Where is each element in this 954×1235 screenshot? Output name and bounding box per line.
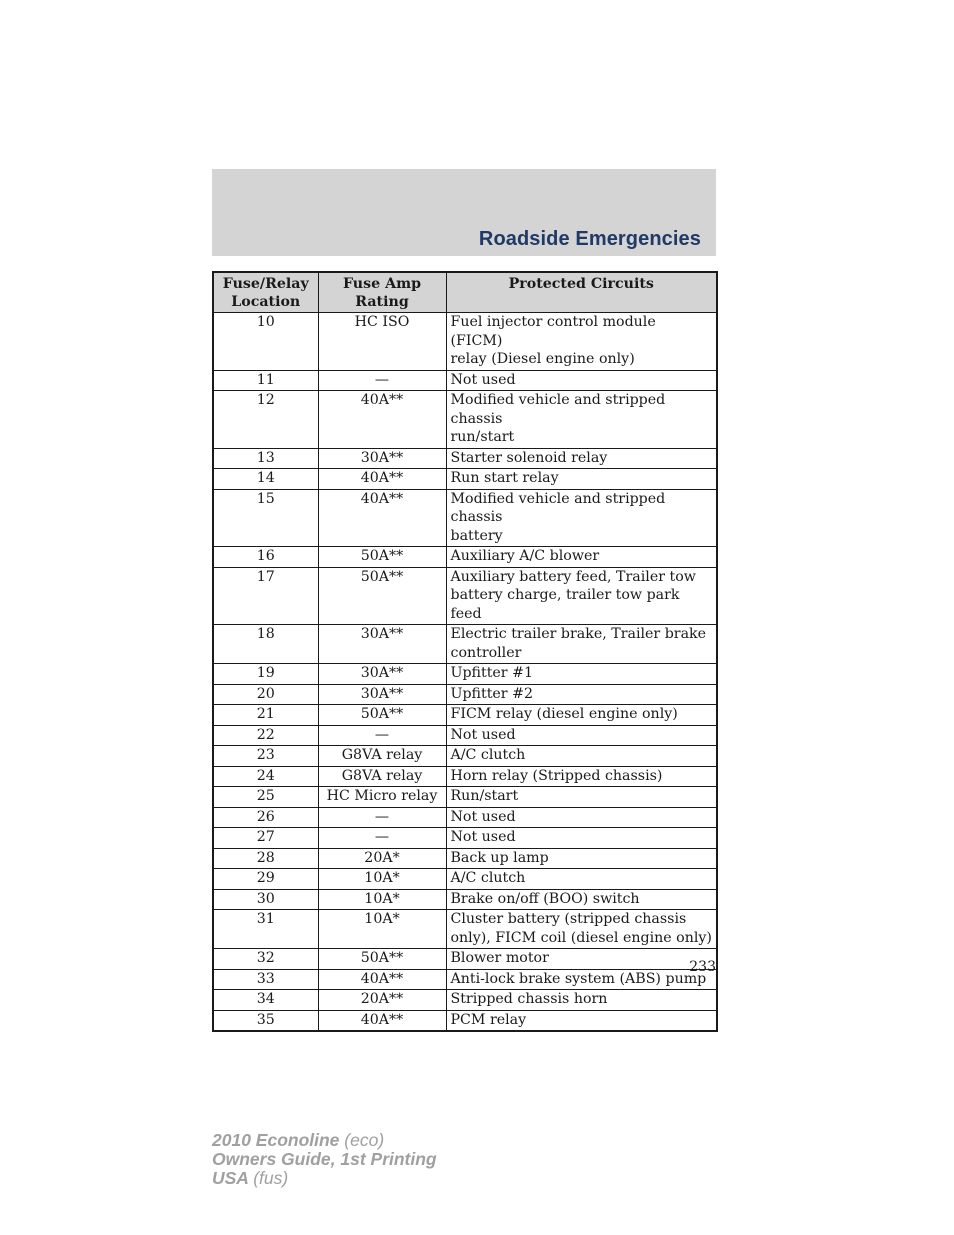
cell-circuits — [446, 567, 717, 625]
table-row — [213, 766, 717, 787]
circuit-line: only), FICM coil (diesel engine only) — [450, 929, 712, 946]
cell-location: 13 — [213, 448, 318, 469]
cell-rating: G8VA relay — [318, 746, 446, 767]
header-rating: Fuse Amp Rating — [318, 272, 446, 313]
cell-circuits — [446, 766, 717, 787]
table-row — [213, 664, 717, 685]
table-row — [213, 990, 717, 1011]
table-row — [213, 489, 717, 547]
table-row — [213, 725, 717, 746]
cell-circuits — [446, 370, 717, 391]
cell-circuits — [446, 391, 717, 449]
cell-rating: 30A** — [318, 664, 446, 685]
circuit-line: Starter solenoid relay — [450, 449, 608, 466]
circuit-line: A/C clutch — [450, 747, 526, 763]
circuit-line: Electric trailer brake, Trailer brake — [450, 626, 707, 642]
header-circuits: Protected Circuits — [446, 272, 717, 313]
cell-rating: 10A* — [318, 869, 446, 890]
table-row — [213, 625, 717, 664]
cell-circuits — [446, 848, 717, 869]
circuit-line: Stripped chassis horn — [450, 991, 608, 1007]
circuit-line: Not used — [450, 808, 516, 825]
cell-circuits — [446, 448, 717, 469]
circuit-line: Modified vehicle and stripped chassis — [450, 490, 666, 525]
circuit-line: Brake on/off (BOO) switch — [450, 890, 640, 907]
table-row — [213, 848, 717, 869]
footer-line-1: 2010 Econoline (eco) — [212, 1130, 385, 1150]
cell-location: 35 — [213, 1010, 318, 1031]
circuit-line: Horn relay (Stripped chassis) — [450, 767, 663, 784]
cell-rating: — — [318, 828, 446, 849]
circuit-line: A/C clutch — [450, 870, 526, 886]
cell-location: 24 — [213, 766, 318, 787]
cell-circuits — [446, 469, 717, 490]
cell-rating: 50A** — [318, 567, 446, 625]
cell-rating: HC Micro relay — [318, 787, 446, 808]
cell-circuits — [446, 313, 717, 371]
fuse-table — [212, 271, 718, 1032]
table-row — [213, 949, 717, 970]
cell-rating: 30A** — [318, 448, 446, 469]
cell-location: 25 — [213, 787, 318, 808]
table-row — [213, 910, 717, 949]
circuit-line: Blower motor — [450, 950, 549, 966]
cell-location: 18 — [213, 625, 318, 664]
cell-location: 16 — [213, 547, 318, 568]
circuit-line: Fuel injector control module (FICM) — [450, 314, 656, 349]
section-header-band — [212, 169, 716, 256]
cell-rating: — — [318, 725, 446, 746]
cell-circuits — [446, 705, 717, 726]
cell-rating: 40A** — [318, 1010, 446, 1031]
footer — [212, 1131, 437, 1188]
cell-circuits — [446, 725, 717, 746]
table-row — [213, 1010, 717, 1031]
cell-location: 22 — [213, 725, 318, 746]
cell-circuits — [446, 1010, 717, 1031]
table-row — [213, 746, 717, 767]
circuit-line: Not used — [450, 829, 516, 845]
cell-location: 14 — [213, 469, 318, 490]
footer-line-2: Owners Guide, 1st Printing — [212, 1149, 437, 1169]
cell-location: 29 — [213, 869, 318, 890]
cell-circuits — [446, 625, 717, 664]
circuit-line: controller — [450, 644, 522, 661]
circuit-line: Not used — [450, 726, 516, 743]
cell-circuits — [446, 746, 717, 767]
cell-location: 12 — [213, 391, 318, 449]
table-row — [213, 547, 717, 568]
circuit-line: Upfitter #1 — [450, 665, 534, 681]
cell-location: 11 — [213, 370, 318, 391]
table-row — [213, 684, 717, 705]
page-number: 233 — [689, 959, 716, 975]
cell-location: 32 — [213, 949, 318, 970]
cell-circuits — [446, 664, 717, 685]
circuit-line: relay (Diesel engine only) — [450, 351, 635, 367]
cell-rating: HC ISO — [318, 313, 446, 371]
cell-circuits — [446, 828, 717, 849]
cell-location: 10 — [213, 313, 318, 371]
cell-circuits — [446, 787, 717, 808]
cell-circuits — [446, 547, 717, 568]
cell-location: 30 — [213, 889, 318, 910]
cell-location: 34 — [213, 990, 318, 1011]
circuit-line: Run start relay — [450, 470, 559, 486]
circuit-line: run/start — [450, 429, 515, 445]
cell-rating: 30A** — [318, 684, 446, 705]
cell-location: 27 — [213, 828, 318, 849]
cell-circuits — [446, 489, 717, 547]
circuit-line: Anti-lock brake system (ABS) pump — [450, 970, 707, 987]
table-row — [213, 828, 717, 849]
cell-location: 21 — [213, 705, 318, 726]
cell-rating: 40A** — [318, 969, 446, 990]
cell-rating: 30A** — [318, 625, 446, 664]
header-location: Fuse/Relay Location — [213, 272, 318, 313]
cell-location: 33 — [213, 969, 318, 990]
table-row — [213, 705, 717, 726]
fuse-table-body — [213, 313, 717, 1032]
circuit-line: Upfitter #2 — [450, 685, 534, 702]
cell-circuits — [446, 889, 717, 910]
table-row — [213, 869, 717, 890]
cell-rating: 20A* — [318, 848, 446, 869]
circuit-line: Modified vehicle and stripped chassis — [450, 392, 666, 427]
cell-location: 23 — [213, 746, 318, 767]
circuit-line: Back up lamp — [450, 849, 549, 866]
table-header-row — [213, 272, 717, 313]
cell-rating: 40A** — [318, 391, 446, 449]
section-title: Roadside Emergencies — [478, 228, 701, 250]
cell-circuits — [446, 807, 717, 828]
cell-location: 15 — [213, 489, 318, 547]
table-row — [213, 807, 717, 828]
table-row — [213, 567, 717, 625]
circuit-line: Cluster battery (stripped chassis — [450, 911, 687, 927]
table-row — [213, 969, 717, 990]
cell-location: 19 — [213, 664, 318, 685]
cell-rating: 10A* — [318, 910, 446, 949]
circuit-line: Auxiliary A/C blower — [450, 548, 600, 564]
cell-location: 17 — [213, 567, 318, 625]
table-row — [213, 448, 717, 469]
table-row — [213, 370, 717, 391]
table-row — [213, 889, 717, 910]
cell-location: 31 — [213, 910, 318, 949]
cell-rating: 50A** — [318, 949, 446, 970]
circuit-line: Not used — [450, 371, 516, 388]
cell-circuits — [446, 990, 717, 1011]
circuit-line: FICM relay (diesel engine only) — [450, 706, 678, 722]
cell-rating: 40A** — [318, 489, 446, 547]
table-row — [213, 391, 717, 449]
cell-circuits — [446, 910, 717, 949]
cell-circuits — [446, 684, 717, 705]
cell-circuits — [446, 869, 717, 890]
circuit-line: battery — [450, 527, 503, 544]
table-row — [213, 313, 717, 371]
cell-rating: G8VA relay — [318, 766, 446, 787]
cell-location: 26 — [213, 807, 318, 828]
table-row — [213, 787, 717, 808]
circuit-line: PCM relay — [450, 1011, 527, 1028]
footer-line-3: USA (fus) — [212, 1168, 289, 1188]
cell-location: 20 — [213, 684, 318, 705]
cell-rating: 20A** — [318, 990, 446, 1011]
cell-rating: 10A* — [318, 889, 446, 910]
cell-rating: 50A** — [318, 547, 446, 568]
circuit-line: battery charge, trailer tow park feed — [450, 587, 680, 622]
cell-rating: 50A** — [318, 705, 446, 726]
cell-rating: — — [318, 370, 446, 391]
cell-rating: 40A** — [318, 469, 446, 490]
cell-rating: — — [318, 807, 446, 828]
circuit-line: Run/start — [450, 788, 519, 804]
table-row — [213, 469, 717, 490]
circuit-line: Auxiliary battery feed, Trailer tow — [450, 568, 696, 585]
cell-location: 28 — [213, 848, 318, 869]
